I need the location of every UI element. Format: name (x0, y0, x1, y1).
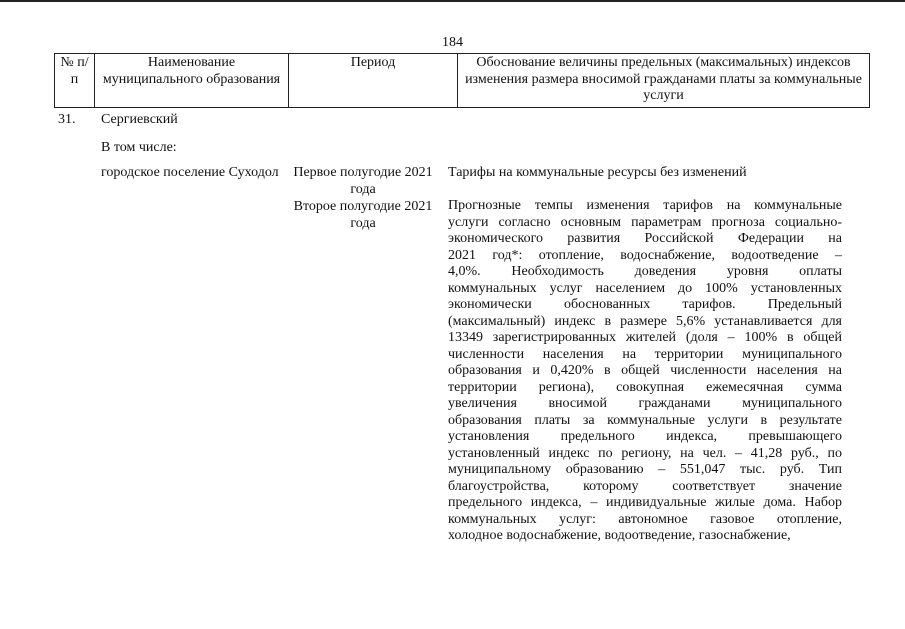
header-row (55, 54, 870, 108)
row-number: 31. (58, 112, 76, 127)
justification-line: муниципальному образованию – 551,047 тыс. руб. Тип (448, 462, 842, 477)
top-border-rule (0, 0, 905, 2)
header-justification: Обоснование величины предельных (максимальных) индексов изменения размера вносимой гражданами платы за коммунальные услуги (458, 54, 870, 108)
table-header (54, 53, 870, 108)
page-number: 184 (442, 35, 463, 50)
justification-line: образования и 0,420% в общей численности населения на (448, 363, 842, 378)
including-label: В том числе: (101, 140, 177, 155)
justification-second-half (448, 198, 842, 545)
justification-line: холодное водоснабжение, водоотведение, газоснабжение, (448, 528, 791, 543)
justification-line: предельного индекса, – индивидуальные жилые дома. Набор (448, 495, 842, 510)
justification-line: 4,0%. Необходимость доведения уровня оплаты (448, 264, 842, 279)
justification-line: коммунальных услуг: автономное газовое отопление, (448, 511, 842, 527)
justification-line: территории региона), совокупная ежемесячная сумма (448, 379, 842, 395)
justification-line: благоустройства, которому соответствует значение (448, 478, 842, 494)
justification-line: численности населения на территории муниципального (448, 346, 842, 362)
justification-line: 2021 год*: отопление, водоснабжение, водоотведение – (448, 247, 842, 263)
justification-line: увеличения вносимой гражданами муниципального (448, 396, 842, 411)
justification-line: установления предельного индекса, превышающего (448, 429, 842, 444)
justification-line: коммунальных услуг населением до 100% установленных (448, 280, 842, 296)
header-period: Период (289, 54, 458, 108)
period-first-half: Первое полугодие 2021 года (293, 165, 433, 197)
justification-line: образования платы за коммунальные услуги в результате (448, 412, 842, 428)
justification-line: экономически обоснованных тарифов. Предельный (448, 297, 842, 312)
period-second-half: Второе полугодие 2021 года (293, 199, 433, 231)
justification-line: установленный индекс по региону, на чел. – 41,28 руб., по (448, 445, 842, 461)
justification-line: (максимальный) индекс в размере 5,6% устанавливается для (448, 313, 842, 329)
justification-line: Прогнозные темпы изменения тарифов на коммунальные (448, 198, 842, 213)
header-number: № п/п (55, 54, 95, 108)
justification-line: 13349 зарегистрированных жителей (доля – 100% в общей (448, 330, 842, 345)
header-municipality: Наименование муниципального образования (95, 54, 289, 108)
justification-line: экономического развития Российской Федерации на (448, 231, 842, 246)
sub-municipality-name: городское поселение Суходол (101, 165, 279, 180)
justification-first-half: Тарифы на коммунальные ресурсы без изменений (448, 165, 747, 180)
justification-line: услуги согласно основным параметрам прогноза социально- (448, 214, 842, 230)
municipality-name: Сергиевский (101, 112, 178, 127)
